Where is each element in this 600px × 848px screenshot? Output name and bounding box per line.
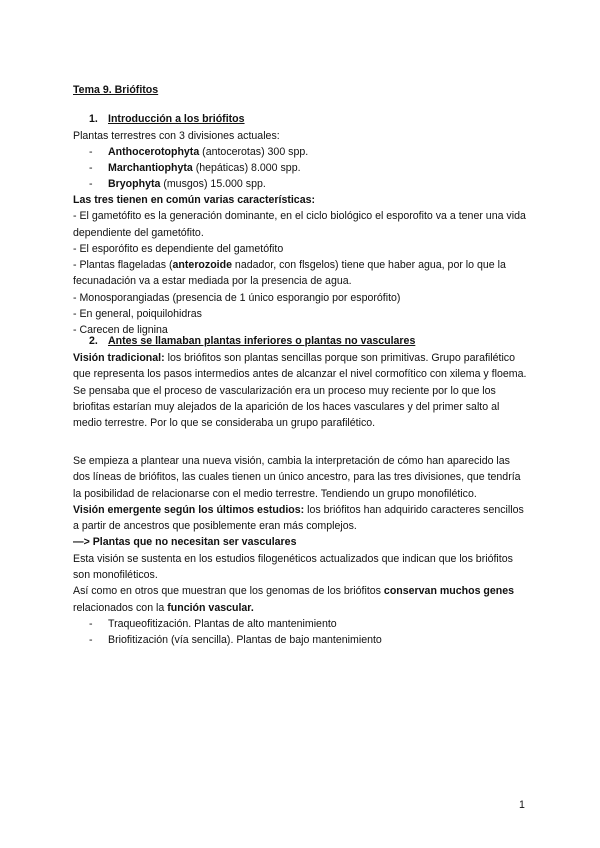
division-item: - Bryophyta (musgos) 15.000 spp. (89, 178, 266, 190)
division-item: - Anthocerotophyta (antocerotas) 300 spp. (89, 146, 309, 158)
section-2-heading (89, 333, 415, 349)
characteristic-item: - Monosporangiadas (presencia de 1 único esporangio por esporófito) (73, 291, 401, 304)
arrow-heading: —> Plantas que no necesitan ser vasculares (73, 536, 297, 549)
characteristic-item: - En general, poiquilohidras (73, 308, 202, 321)
division-name: Anthocerotophyta (108, 146, 200, 158)
characteristic-item: - Carecen de lignina (73, 324, 168, 337)
division-name: Bryophyta (108, 178, 161, 190)
characteristic-item: - El gametófito es la generación dominante, en el ciclo biológico el esporofito va a tener una vida dependiente del gametófito. (73, 210, 526, 239)
list-item: - Traqueofitización. Plantas de alto mantenimiento (89, 618, 337, 630)
paragraph: Visión emergente según los últimos estudios: los briófitos han adquirido caracteres sencillos a partir de ancestros que posiblemente eran más complejos. (73, 503, 524, 533)
section-2-number: 2. (89, 335, 98, 347)
list-item: - Briofitización (vía sencilla). Plantas de bajo mantenimiento (89, 634, 382, 646)
paragraph: Así como en otros que muestran que los genomas de los briófitos conservan muchos genes relacionados con la función vascular. (73, 585, 515, 614)
paragraph: Se empieza a plantear una nueva visión, cambia la interpretación de cómo han aparecido las dos líneas de briófitos, las cuales tienen un único ancestro, para las tres divisiones, que tendría la posibilidad de relacionarse con el medio terrestre. Tendiendo un grupo monofilético. (73, 455, 521, 500)
section-1-body (73, 192, 529, 339)
characteristic-item: - El esporófito es dependiente del gametófito (73, 242, 284, 255)
common-heading: Las tres tienen en común varias características: (73, 194, 316, 206)
section-1-intro: Plantas terrestres con 3 divisiones actuales: (73, 130, 280, 142)
division-detail: (musgos) 15.000 spp. (160, 178, 266, 190)
section-1-title: Introducción a los briófitos (108, 113, 245, 125)
section-1-heading (89, 111, 245, 127)
paragraph: Esta visión se sustenta en los estudios filogenéticos actualizados que indican que los briófitos son monofiléticos. (73, 552, 513, 582)
section-1-number: 1. (89, 113, 98, 125)
paragraph: Visión tradicional: los briófitos son plantas sencillas porque son primitivas. Grupo parafilético que representa los pasos intermedios antes de alcanzar el nivel cormofítico con xilema y floema. (73, 352, 527, 381)
section-2-title: Antes se llamaban plantas inferiores o plantas no vasculares (108, 335, 416, 347)
paragraph: Se pensaba que el proceso de vascularización era un proceso muy reciente por lo que los briofitas estarían muy alejados de la aparición de los haces vasculares y del primer salto al medio terrestre. Por lo que se consideraba un grupo parafilético. (73, 384, 500, 430)
division-name: Marchantiophyta (108, 162, 193, 174)
division-detail: (antocerotas) 300 spp. (199, 146, 309, 158)
section-2-body-continued (73, 453, 529, 616)
division-detail: (hepáticas) 8.000 spp. (192, 162, 301, 174)
characteristic-item: - Plantas flageladas (anterozoide nadador, con flsgelos) tiene que haber agua, por lo que la fecunadación va a estar mediada por la presencia de agua. (73, 259, 506, 288)
division-item: - Marchantiophyta (hepáticas) 8.000 spp. (89, 162, 301, 174)
page-title: Tema 9. Briófitos (73, 84, 159, 96)
page-number: 1 (519, 799, 525, 811)
section-2-body (73, 350, 529, 431)
